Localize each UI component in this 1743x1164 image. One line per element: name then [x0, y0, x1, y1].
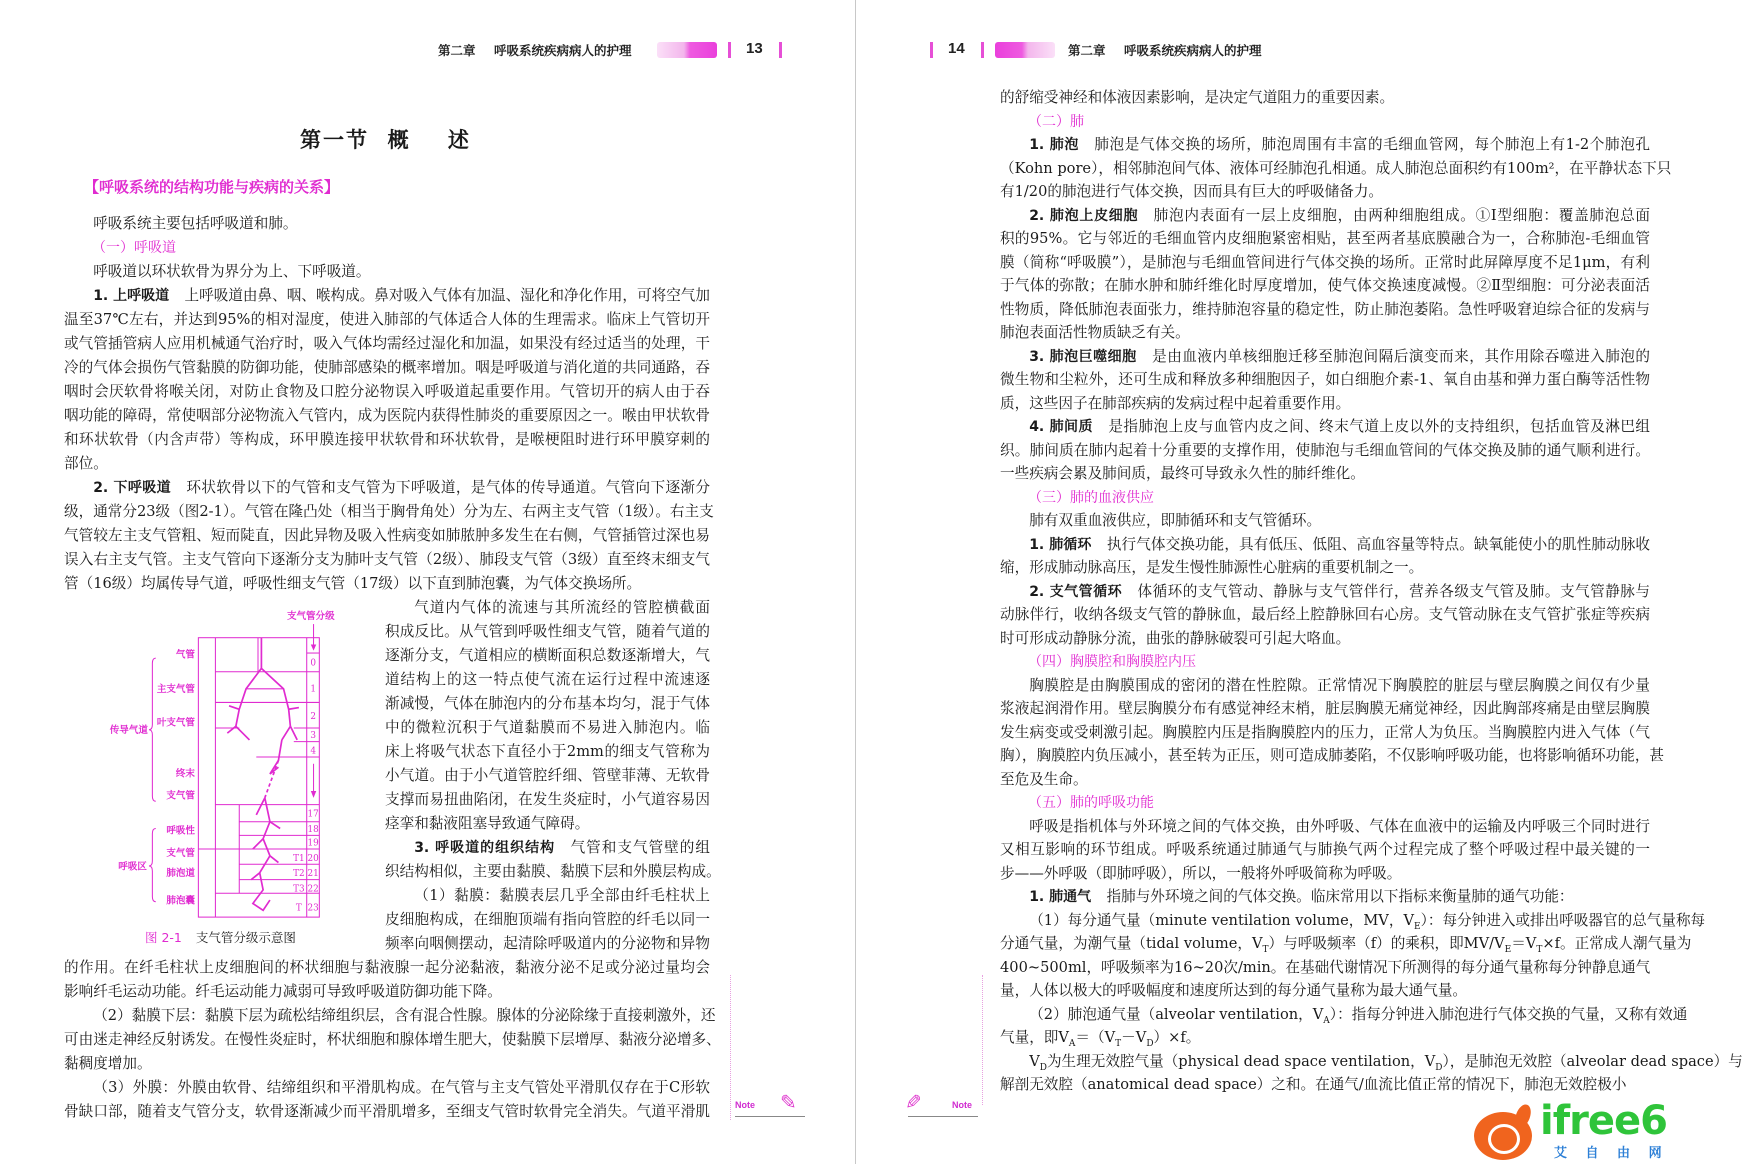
text-line — [1000, 204, 1650, 228]
text-line — [1000, 580, 1650, 604]
line-text: 可由迷走神经反射诱发。在慢性炎症时，杯状细胞和腺体增生肥大，使黏膜下层增厚、黏液分泌增多、 — [64, 1031, 721, 1048]
line-text: 中的微粒沉积于气道黏膜而不易进入肺泡内。临 — [385, 719, 710, 736]
line-text: 渐减慢，气体在肺泡内的分布基本均匀，混于气体 — [385, 695, 710, 712]
grade-number: 22 — [307, 884, 319, 895]
grade-number: 21 — [307, 869, 319, 880]
note-label: Note — [952, 1100, 972, 1110]
note-margin-line — [982, 975, 983, 1105]
t-label: T1 — [293, 853, 305, 864]
segment-label: 支气管 — [166, 790, 195, 802]
grade-number: 19 — [307, 838, 319, 849]
paragraph-lead-term: 3. 肺泡巨噬细胞 — [1029, 348, 1137, 365]
t-label: T3 — [293, 884, 305, 895]
zone-label: 传导气道 — [109, 725, 148, 737]
line-text: $V_D$为生理无效腔气量（physical dead space ventilation，$V_D$），是肺泡无效腔（alveolar dead space）与 — [1029, 1052, 1743, 1073]
text-line — [1000, 603, 1650, 627]
line-text: 误入右主支气管。主支气管向下逐渐分支为肺叶支气管（2级）、肺段支气管（3级）直至终末细支气 — [64, 551, 710, 568]
line-text: 胸），胸膜腔内负压减小，甚至转为正压，则可造成肺萎陷，不仅影响呼吸功能，也将影响循环功能，甚 — [1000, 747, 1665, 764]
text-line — [64, 452, 710, 476]
note-underline — [735, 1116, 805, 1117]
text-line — [64, 212, 710, 236]
line-text: 执行气体交换功能，具有低压、低阻、高血容量等特点。缺氧能使小的肌性肺动脉收 — [1106, 535, 1650, 553]
text-line — [1000, 932, 1692, 956]
header-divider — [728, 42, 731, 58]
line-text: 气管较左主支气管粗、短而陡直，因此异物及吸入性病变如肺脓肿多发生在右侧，气管插管过深也易 — [64, 527, 710, 544]
figure-caption — [145, 928, 296, 946]
line-text: 或气管插管病人应用机械通气治疗时，吸入气体均需经过湿化和加温，如果没有经过适当的处理，干 — [64, 335, 710, 352]
watermark-brand: ifree6 — [1540, 1098, 1667, 1144]
segment-label: 肺泡道 — [166, 868, 195, 880]
text-line — [385, 836, 710, 860]
text-line — [1000, 274, 1650, 298]
text-line — [385, 596, 710, 620]
chapter-title: 呼吸系统疾病病人的护理 — [1124, 43, 1262, 58]
line-text: 级，通常分23级（图2-1）。气管在隆凸处（相当于胸骨角处）分为左、右两主支气管（1级）。右主支 — [64, 503, 714, 520]
line-text: 管（16级）均属传导气道，呼吸性细支气管（17级）以下直到肺泡囊，为气体交换场所。 — [64, 575, 642, 592]
text-line — [64, 284, 710, 308]
grade-number: 18 — [307, 824, 319, 835]
line-text: 咽时会厌软骨将喉关闭，对防止食物及口腔分泌物误入呼吸道起重要作用。气管切开的病人由于吞 — [64, 383, 710, 400]
segment-label: 支气管 — [166, 847, 195, 859]
line-text: 环状软骨以下的气管和支气管为下呼吸道，是气体的传导通道。气管向下逐渐分 — [186, 479, 710, 496]
line-text: 是指肺泡上皮与血管内皮之间、终末气道上皮以外的支持组织，包括血管及淋巴组 — [1108, 418, 1650, 435]
line-text: 的作用。在纤毛柱状上皮细胞间的杯状细胞与黏液腺一起分泌黏液，黏液分泌不足或分泌过量均会 — [64, 959, 710, 976]
line-text: 皮细胞构成，在细胞顶端有指向管腔的纤毛以同一 — [385, 911, 710, 928]
header-color-bar — [657, 42, 717, 58]
bronchial-tree-drawing — [227, 638, 299, 911]
figure-caption-text: 支气管分级示意图 — [195, 930, 296, 945]
line-text: 小气道。由于小气道管腔纤细、管壁菲薄、无软骨 — [385, 767, 710, 784]
text-line — [64, 428, 710, 452]
grade-number: 0 — [310, 658, 317, 669]
line-text: 气管和支气管壁的组 — [570, 839, 710, 856]
text-line — [64, 308, 710, 332]
subsection-heading — [1000, 486, 1650, 510]
line-text: 呼吸道以环状软骨为界分为上、下呼吸道。 — [93, 263, 371, 280]
text-line — [1000, 157, 1672, 181]
text-line — [1000, 721, 1650, 745]
line-text: （3）外膜：外膜由软骨、结缔组织和平滑肌构成。在气管与主支气管处平滑肌仅存在于C形软 — [93, 1079, 710, 1096]
line-text: 上呼吸道由鼻、咽、喉构成。鼻对吸入气体有加温、湿化和净化作用，可将空气加 — [184, 287, 710, 304]
line-text: 呼吸是指机体与外环境之间的气体交换，由外呼吸、气体在血液中的运输及内呼吸三个同时进行 — [1029, 817, 1650, 835]
text-line — [64, 356, 710, 380]
text-line — [1000, 439, 1650, 463]
t-label: T2 — [293, 869, 305, 880]
text-line — [385, 788, 710, 812]
text-line — [385, 860, 721, 884]
text-line — [1000, 345, 1650, 369]
note-margin-line — [730, 975, 731, 1120]
grade-number: 4 — [310, 746, 317, 757]
section-title: 第一节 概 述 — [300, 128, 471, 152]
line-text: 是由血液内单核细胞迁移至肺泡间隔后演变而来，其作用除吞噬进入肺泡的 — [1152, 347, 1650, 365]
text-line — [385, 716, 710, 740]
grade-number: 1 — [310, 684, 317, 695]
text-line — [64, 1076, 710, 1100]
text-line — [1000, 86, 1650, 110]
segment-label: 肺泡囊 — [166, 895, 195, 907]
line-text: 气量，即$V_A=(V_T-V_D)\times f$。 — [1000, 1029, 1201, 1049]
line-text: 一些疾病会累及肺间质，最终可导致永久性的肺纤维化。 — [1000, 465, 1365, 482]
line-text: 积成反比。从气管到呼吸性细支气管，随着气道的 — [385, 623, 710, 640]
segment-label: 终末 — [175, 768, 195, 780]
subsection-heading — [1000, 110, 1650, 134]
text-line — [385, 620, 710, 644]
page-number: 13 — [746, 40, 763, 57]
text-line — [1000, 909, 1706, 933]
line-text: 肺泡表面活性物质缺乏有关。 — [1000, 324, 1190, 341]
segment-label: 呼吸性 — [166, 825, 195, 837]
text-line — [64, 1052, 710, 1076]
line-text: （五）肺的呼吸功能 — [1028, 795, 1154, 811]
subsection-heading — [1000, 791, 1650, 815]
line-text: 400~500ml，呼吸频率为16~20次/min。在基础代谢情况下所测得的每分通气量称每分钟静息通气 — [1000, 958, 1651, 976]
text-line — [385, 908, 710, 932]
paragraph-lead-term: 1. 肺通气 — [1029, 889, 1092, 905]
paragraph-lead-term: 4. 肺间质 — [1029, 419, 1093, 435]
text-line — [1000, 533, 1650, 557]
text-line — [1000, 251, 1650, 275]
text-line — [1000, 1026, 1650, 1050]
line-text: 有1/20的肺泡进行气体交换，因而具有巨大的呼吸储备力。 — [1000, 183, 1384, 200]
text-line — [64, 1100, 710, 1124]
text-line — [1000, 556, 1650, 580]
paragraph-lead-term: 1. 肺循环 — [1029, 536, 1092, 553]
line-text: 和环状软骨（内含声带）等构成，环甲膜连接甲状软骨和环状软骨，是喉梗阻时进行环甲膜穿刺的 — [64, 431, 710, 448]
line-text: 性物质，降低肺泡表面张力，维持肺泡容量的稳定性，防止肺泡萎陷。急性呼吸窘迫综合征的发病与 — [1000, 300, 1650, 318]
watermark-subtitle: 艾 自 由 网 — [1554, 1146, 1662, 1161]
line-text: 温至37℃左右，并达到95%的相对湿度，使进入肺部的气体适合人体的生理需求。临床上气管切开 — [64, 311, 710, 328]
line-text: 咽功能的障碍，常使咽部分泌物流入气管内，成为医院内获得性肺炎的重要原因之一。喉由甲状软骨 — [64, 407, 710, 424]
chapter-label: 第二章 — [1068, 43, 1106, 58]
text-line — [1000, 321, 1650, 345]
page-number: 14 — [948, 40, 965, 57]
line-text: 骨缺口部，随着支气管分支，软骨逐渐减少而平滑肌增多，至细支气管时软骨完全消失。气道平滑肌 — [64, 1103, 710, 1120]
line-text: 床上将吸气状态下直径小于2mm的细支气管称为 — [385, 743, 710, 760]
line-text: 膜（简称“呼吸膜”），是肺泡与毛细血管间进行气体交换的场所。正常时此屏障厚度不足1μm，有利 — [1000, 253, 1650, 271]
line-text: 步——外呼吸（即肺呼吸），所以，一般将外呼吸简称为呼吸。 — [1000, 864, 1402, 882]
line-text: 肺有双重血液供应，即肺循环和支气管循环。 — [1029, 512, 1322, 529]
header-divider — [930, 42, 933, 58]
figure-label: 图 2-1 — [145, 930, 182, 945]
line-text: 胸膜腔是由胸膜围成的密闭的潜在性腔隙。正常情况下胸膜腔的脏层与壁层胸膜之间仅有少量 — [1029, 676, 1650, 694]
text-line — [1000, 838, 1650, 862]
line-text: 肺泡内表面有一层上皮细胞，由两种细胞组成。①Ⅰ型细胞：覆盖肺泡总面 — [1153, 206, 1650, 224]
grade-number: 23 — [307, 903, 319, 914]
line-text: 逐渐分支，气道相应的横断面积总数逐渐增大，气 — [385, 647, 710, 664]
watermark-logo — [1470, 1098, 1706, 1164]
line-text: 气道内气体的流速与其所流经的管腔横截面 — [414, 599, 710, 616]
text-line — [64, 548, 710, 572]
line-text: 分通气量，为潮气量（tidal volume，$V_T$）与呼吸频率（f）的乘积，即$MV/V_E=V_T\times f$。正常成人潮气量为 — [1000, 935, 1692, 955]
paragraph-lead-term: 2. 下呼吸道 — [93, 480, 172, 496]
text-line — [64, 1028, 721, 1052]
text-line — [385, 932, 710, 956]
line-text: 发生病变或受刺激引起。胸膜腔内压是指胸膜腔内的压力，正常人为负压。当胸膜腔内进入气体（气 — [1000, 723, 1650, 741]
text-line — [385, 884, 710, 908]
line-text: 时可形成动静脉分流，曲张的静脉破裂可引起大咯血。 — [1000, 629, 1351, 647]
line-text: 道结构上的这一特点使气流在运行过程中流速逐 — [385, 671, 710, 688]
text-line — [64, 476, 710, 500]
line-text: 呼吸系统主要包括呼吸道和肺。 — [93, 215, 298, 232]
pencil-icon: ✎ — [780, 1090, 797, 1114]
zone-label: 呼吸区 — [118, 861, 147, 873]
segment-label: 主支气管 — [156, 684, 195, 696]
text-line — [64, 524, 710, 548]
text-line — [64, 500, 714, 524]
header-divider — [981, 42, 984, 58]
grade-number: 17 — [307, 809, 319, 820]
line-text: 又相互影响的环节组成。呼吸系统通过肺通气与肺换气两个过程完成了整个呼吸过程中最关键的一 — [1000, 841, 1650, 858]
line-text: 微生物和尘粒外，还可生成和释放多种细胞因子，如白细胞介素-1、氧自由基和弹力蛋白酶等活性物 — [1000, 371, 1650, 388]
text-line — [1000, 979, 1650, 1003]
line-text: 黏稠度增加。 — [64, 1055, 152, 1072]
line-text: 至危及生命。 — [1000, 770, 1088, 788]
line-text: 缩，形成肺动脉高压，是发生慢性肺源性心脏病的重要机制之一。 — [1000, 559, 1424, 576]
line-text: 解剖无效腔（anatomical dead space）之和。在通气/血流比值正常的情况下，肺泡无效腔极小 — [1000, 1076, 1627, 1093]
text-line — [64, 380, 710, 404]
page-divider — [855, 0, 856, 1164]
grade-number: 20 — [307, 853, 319, 864]
grade-number: 2 — [310, 711, 317, 722]
line-text: （1）黏膜：黏膜表层几乎全部由纤毛柱状上 — [414, 887, 710, 904]
line-text: 的舒缩受神经和体液因素影响，是决定气道阻力的重要因素。 — [1000, 89, 1395, 106]
text-line — [1000, 392, 1650, 416]
paragraph-lead-term: 1. 肺泡 — [1029, 137, 1079, 153]
text-line — [1000, 697, 1650, 721]
line-text: 浆液起润滑作用。壁层胸膜分布有感觉神经末梢，脏层胸膜无痛觉神经，因此胸部疼痛是由壁层胸膜 — [1000, 700, 1650, 717]
line-text: 影响纤毛运动功能。纤毛运动能力减弱可导致呼吸道防御功能下降。 — [64, 983, 502, 1000]
line-text: （2）肺泡通气量（alveolar ventilation，$V_A$）：指每分钟进入肺泡进行气体交换的气量，又称有效通 — [1029, 1005, 1688, 1026]
segment-label: 叶支气管 — [156, 717, 195, 729]
text-line — [64, 332, 710, 356]
line-text: 部位。 — [64, 455, 108, 472]
text-line — [385, 764, 710, 788]
header-divider — [779, 42, 782, 58]
line-text: 痉挛和黏液阻塞导致通气障碍。 — [385, 815, 590, 832]
text-line — [1000, 885, 1650, 909]
chapter-label: 第二章 — [438, 43, 476, 58]
line-text: （一）呼吸道 — [92, 240, 176, 256]
text-line — [385, 740, 710, 764]
text-line — [1000, 368, 1650, 392]
text-line — [385, 644, 710, 668]
paragraph-lead-term: 2. 支气管循环 — [1029, 583, 1123, 600]
subsection-heading — [1000, 650, 1650, 674]
text-line — [1000, 674, 1650, 698]
text-line — [1000, 956, 1650, 980]
text-line — [1000, 815, 1650, 839]
header-color-bar — [995, 42, 1055, 58]
text-line — [1000, 462, 1650, 486]
text-line — [1000, 744, 1665, 768]
line-text: （Kohn pore），相邻肺泡间气体、液体可经肺泡孔相通。成人肺泡总面积约有100m²，在平静状态下只 — [1000, 159, 1672, 177]
bronchial-tree-figure — [92, 590, 335, 958]
text-line — [1000, 1050, 1743, 1074]
text-line — [385, 668, 710, 692]
line-text: （二）肺 — [1028, 113, 1084, 130]
paragraph-lead-term: 2. 肺泡上皮细胞 — [1029, 207, 1139, 224]
figure-top-label: 支气管分级 — [286, 610, 335, 622]
paragraph-lead-term: 1. 上呼吸道 — [93, 288, 170, 304]
text-line — [64, 980, 710, 1004]
text-line — [385, 812, 710, 836]
text-line — [1000, 415, 1650, 439]
line-text: （三）肺的血液供应 — [1028, 489, 1154, 506]
text-line — [1000, 768, 1650, 792]
line-text: （四）胸膜腔和胸膜腔内压 — [1028, 654, 1196, 670]
chapter-title: 呼吸系统疾病病人的护理 — [494, 43, 632, 58]
text-line — [1000, 1073, 1650, 1097]
note-underline — [908, 1116, 978, 1117]
subsection-heading — [64, 236, 710, 260]
line-text: 支撑而易扭曲陷闭，在发生炎症时，小气道容易因 — [385, 791, 710, 808]
line-text: 频率向咽侧摆动，起清除呼吸道内的分泌物和异物 — [385, 935, 710, 952]
text-line — [1000, 133, 1650, 157]
line-text: 质，这些因子在肺部疾病的发病过程中起着重要作用。 — [1000, 394, 1351, 412]
segment-label: 气管 — [175, 649, 195, 661]
line-text: 冷的气体会损伤气管黏膜的防御功能，使肺部感染的概率增加。咽是呼吸道与消化道的共同通路，吞 — [64, 359, 710, 376]
text-line — [1000, 862, 1650, 886]
line-text: 量，人体以极大的呼吸幅度和速度所达到的每分通气量称为最大通气量。 — [1000, 982, 1468, 999]
line-text: 积的95%。它与邻近的毛细血管内皮细胞紧密相贴，甚至两者基底膜融合为一，合称肺泡-毛细血管 — [1000, 230, 1650, 247]
pencil-icon: ✎ — [905, 1090, 922, 1114]
paragraph-lead-term: 3. 呼吸道的组织结构 — [414, 840, 556, 856]
line-text: 体循环的支气管动、静脉与支气管伴行，营养各级支气管及肺。支气管静脉与 — [1137, 582, 1650, 600]
line-text: （2）黏膜下层：黏膜下层为疏松结缔组织层，含有混合性腺。腺体的分泌除缘于直接刺激外，还 — [93, 1007, 716, 1024]
text-line — [64, 1004, 716, 1028]
text-line — [1000, 180, 1650, 204]
text-line — [1000, 627, 1650, 651]
line-text: 肺泡是气体交换的场所，肺泡周围有丰富的毛细血管网，每个肺泡上有1-2个肺泡孔 — [1094, 136, 1650, 153]
text-line — [64, 404, 710, 428]
line-text: 织结构相似，主要由黏膜、黏膜下层和外膜层构成。 — [385, 863, 721, 880]
text-line — [1000, 298, 1650, 322]
text-line — [64, 260, 710, 284]
text-line — [1000, 509, 1650, 533]
key-point-heading: 【呼吸系统的结构功能与疾病的关系】 — [84, 178, 340, 196]
text-line — [1000, 227, 1650, 251]
line-text: 织。肺间质在肺内起着十分重要的支撑作用，使肺泡与毛细血管间的气体交换及肺的通气顺利进行。 — [1000, 441, 1650, 459]
line-text: 于气体的弥散；在肺水肿和肺纤维化时厚度增加，使气体交换速度减慢。②Ⅱ型细胞：可分泌表面活 — [1000, 277, 1650, 294]
text-line — [385, 692, 710, 716]
line-text: 动脉伴行，收纳各级支气管的静脉血，最后经上腔静脉回右心房。支气管动脉在支气管扩张症等疾病 — [1000, 606, 1650, 623]
text-line — [64, 956, 710, 980]
grade-number: 3 — [310, 731, 317, 742]
t-label: T — [295, 903, 302, 914]
line-text: （1）每分通气量（minute ventilation volume，MV，$V_E$）：每分钟进入或排出呼吸器官的总气量称每 — [1029, 911, 1706, 932]
text-line — [1000, 1003, 1688, 1027]
line-text: 指肺与外环境之间的气体交换。临床常用以下指标来衡量肺的通气功能： — [1106, 888, 1574, 905]
brace-lines — [149, 658, 156, 902]
note-label: Note — [735, 1100, 755, 1110]
